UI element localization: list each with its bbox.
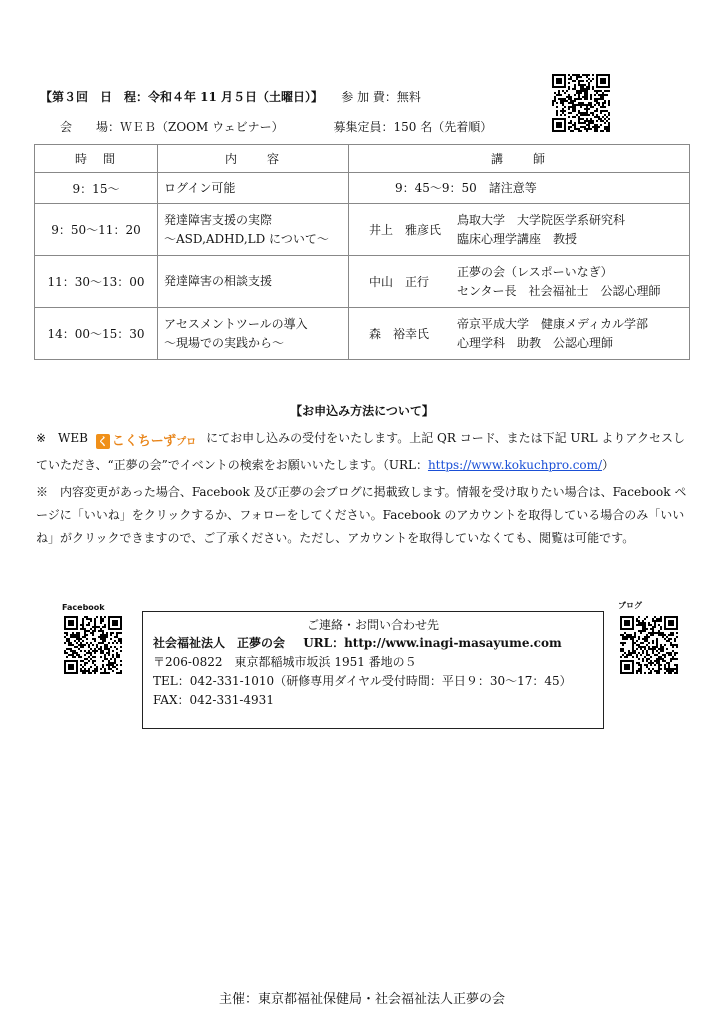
participation-fee: 参 加 費：無料: [341, 90, 421, 104]
facebook-qr-code[interactable]: [64, 616, 122, 674]
affiliation-line: 9：45～9：50 諸注意等: [395, 180, 537, 195]
contact-fax: FAX：042-331-4931: [153, 693, 274, 707]
session-date: 【第３回 日 程：令和４年 11 月５日（土曜日）】: [40, 90, 324, 104]
affiliation-line: センター長 社会福祉士 公認心理師: [457, 283, 661, 298]
content-line: 発達障害の相談支援: [164, 274, 273, 288]
header-time: 時 間: [35, 145, 158, 173]
organizer-footer: 主催：東京都福祉保健局・社会福祉法人正夢の会: [218, 992, 505, 1007]
facebook-label: Facebook: [62, 603, 105, 612]
lecturer-name: 森 裕幸氏: [369, 327, 430, 341]
kokuchpro-mark-icon: く: [97, 435, 109, 448]
instruction-suffix: ）: [602, 458, 615, 472]
row-lecturer: [349, 204, 690, 256]
row-time: 9：15～: [35, 173, 158, 204]
event-venue-line: [60, 118, 492, 135]
table-row: [35, 308, 690, 360]
affiliation-line: 臨床心理学講座 教授: [457, 231, 578, 246]
schedule-table: [34, 144, 690, 360]
blog-label: ブログ: [618, 601, 642, 610]
logo-text: こくちーず: [111, 434, 177, 449]
contact-org: 社会福祉法人 正夢の会: [153, 636, 286, 650]
venue: 会 場：ＷＥＢ（ZOOM ウェビナー）: [60, 120, 284, 134]
lecturer-affiliation: [457, 263, 661, 301]
contact-tel: TEL：042-331-1010（研修専用ダイヤル受付時間：平日９：30～17：45）: [153, 674, 572, 688]
contact-url[interactable]: URL：http://www.inagi-masayume.com: [303, 636, 562, 650]
content-line: 発達障害支援の実際: [164, 212, 273, 227]
row-time: 11：30～13：00: [35, 256, 158, 308]
lecturer-affiliation: [395, 179, 537, 198]
content-line: ～現場での実践から～: [164, 335, 285, 350]
table-row: [35, 173, 690, 204]
contact-title: ご連絡・お問い合わせ先: [306, 618, 439, 632]
instruction-body: にてお申し込みの受付をいたします。上記 QR コード、または下記 URL よりアクセスしていただき、“正夢の会”でイベントの検索をお願いいたします。（URL：: [36, 431, 686, 472]
logo-pro: プロ: [176, 437, 197, 448]
contact-org-line: [143, 634, 603, 653]
table-header-row: [35, 145, 690, 173]
row-lecturer: [349, 308, 690, 360]
row-lecturer: [349, 173, 690, 204]
lecturer-name: 井上 雅彦氏: [369, 223, 442, 237]
row-content: [158, 308, 349, 360]
update-notice: ※ 内容変更があった場合、Facebook 及び正夢の会ブログに掲載致します。情報を受け取りたい場合は、Facebook ページに「いいね」をクリックするか、フォローをしてください。Facebook のアカウントを取得している場合のみ「いいね」がクリックできますので、ご了承ください。ただし、アカウントを取得していなくても、閲覧は可能です。: [36, 485, 687, 545]
content-line: アセスメントツールの導入: [164, 316, 308, 331]
row-content: [158, 173, 349, 204]
blog-qr-code[interactable]: [620, 616, 678, 674]
content-line: ログイン可能: [164, 180, 236, 195]
affiliation-line: 鳥取大学 大学院医学系研究科: [457, 212, 626, 227]
header-content: 内 容: [158, 145, 349, 173]
affiliation-line: 正夢の会（レスポーいなぎ）: [457, 264, 613, 279]
row-time: 14：00～15：30: [35, 308, 158, 360]
lecturer-affiliation: [457, 315, 648, 353]
capacity: 募集定員：150 名（先着順）: [333, 120, 493, 134]
event-date-line: [40, 88, 421, 105]
content-line: ～ASD,ADHD,LD について～: [164, 231, 329, 246]
lecturer-name: 中山 正行: [369, 275, 430, 289]
row-content: [158, 256, 349, 308]
affiliation-line: 帝京平成大学 健康メディカル学部: [457, 316, 649, 331]
lecturer-affiliation: [457, 211, 625, 249]
table-row: [35, 256, 690, 308]
contact-box: [142, 611, 604, 729]
registration-qr-code[interactable]: [552, 74, 610, 132]
instruction-prefix: ※ WEB: [36, 431, 88, 445]
application-instructions: [36, 427, 692, 477]
kokuchpro-link[interactable]: https://www.kokuchpro.com/: [427, 458, 603, 472]
row-time: 9：50～11：20: [35, 204, 158, 256]
header-lecturer: 講 師: [349, 145, 690, 173]
row-content: [158, 204, 349, 256]
row-lecturer: [349, 256, 690, 308]
affiliation-line: 心理学科 助教 公認心理師: [457, 335, 614, 350]
contact-address: 〒206-0822 東京都稲城市坂浜 1951 番地の５: [153, 655, 417, 669]
table-row: [35, 204, 690, 256]
application-heading: 【お申込み方法について】: [290, 404, 434, 418]
kokuchpro-logo: [96, 430, 196, 454]
